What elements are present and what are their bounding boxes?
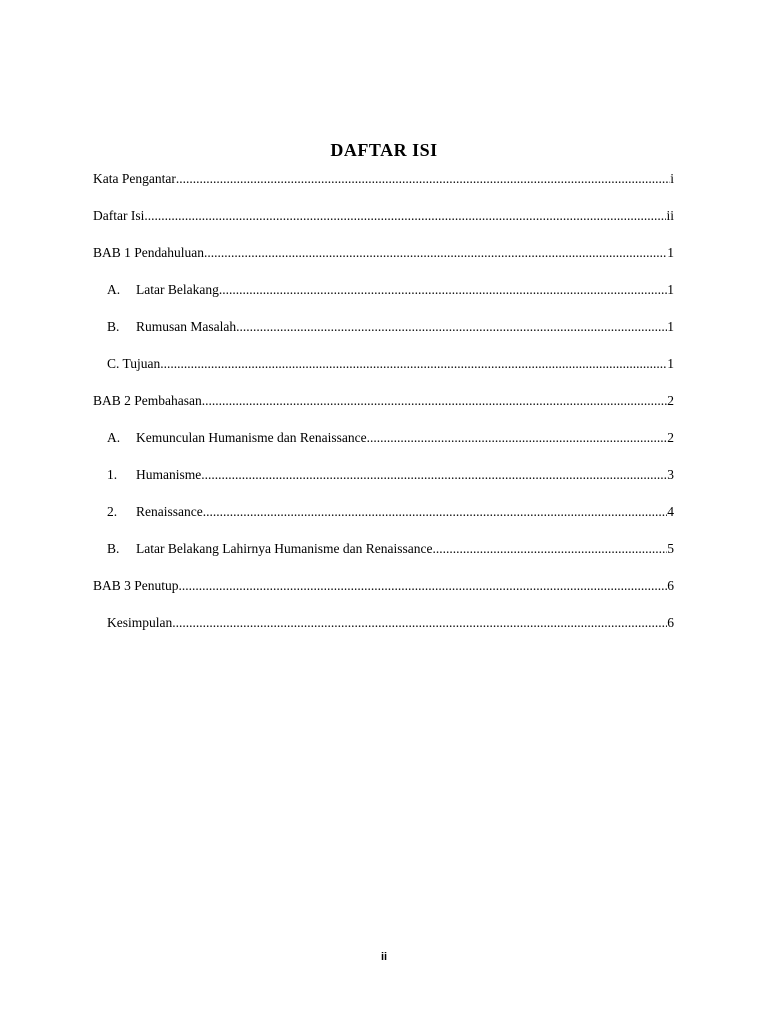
toc-entry-tujuan[interactable] (93, 356, 674, 393)
toc-entry-humanisme[interactable] (93, 467, 674, 504)
toc-entry-page: 1 (667, 282, 674, 297)
toc-entry-renaissance[interactable] (93, 504, 674, 541)
toc-entry-page: 1 (667, 319, 674, 334)
toc-entry-page: 6 (667, 615, 674, 630)
dot-leader (219, 282, 667, 298)
toc-entry-marker: 2. (107, 504, 118, 519)
toc-entry-bab-1[interactable] (93, 245, 674, 282)
dot-leader (160, 356, 667, 372)
toc-entry-marker: A. (107, 430, 121, 445)
toc-entry-kemunculan[interactable] (93, 430, 674, 467)
toc-entry-page: 2 (667, 430, 674, 445)
dot-leader (144, 208, 666, 224)
toc-entry-daftar-isi[interactable] (93, 208, 674, 245)
toc-entry-page: 3 (667, 467, 674, 482)
toc-entry-kata-pengantar[interactable] (93, 171, 674, 208)
toc-entry-label: BAB 3 Penutup (93, 578, 179, 593)
toc-entry-label: Latar Belakang Lahirnya Humanisme dan Renaissance (136, 541, 433, 556)
toc-entry-label: Kemunculan Humanisme dan Renaissance (136, 430, 367, 445)
toc-entry-bab-2[interactable] (93, 393, 674, 430)
dot-leader (172, 615, 667, 631)
dot-leader (202, 393, 668, 409)
toc-entry-page: 5 (667, 541, 674, 556)
toc-entry-label: BAB 1 Pendahuluan (93, 245, 204, 260)
toc-entry-rumusan-masalah[interactable] (93, 319, 674, 356)
toc-entry-label: Daftar Isi (93, 208, 145, 223)
toc-entry-label: Rumusan Masalah (136, 319, 237, 334)
toc-entry-page: 1 (667, 245, 674, 260)
dot-leader (176, 171, 670, 187)
toc-entry-label: Humanisme (136, 467, 202, 482)
toc-entry-label: Kesimpulan (107, 615, 173, 630)
toc-entry-bab-3[interactable] (93, 578, 674, 615)
dot-leader (179, 578, 668, 594)
dot-leader (236, 319, 667, 335)
table-of-contents (93, 171, 674, 652)
toc-entry-page: 1 (667, 356, 674, 371)
dot-leader (433, 541, 668, 557)
toc-entry-page: 2 (667, 393, 674, 408)
toc-entry-marker: B. (107, 319, 120, 334)
dot-leader (203, 504, 668, 520)
toc-entry-label: Kata Pengantar (93, 171, 176, 186)
toc-entry-kesimpulan[interactable] (93, 615, 674, 652)
toc-entry-latar-belakang-lahirnya[interactable] (93, 541, 674, 578)
toc-entry-page: i (670, 171, 674, 186)
toc-entry-label: Latar Belakang (136, 282, 219, 297)
dot-leader (204, 245, 667, 261)
toc-entry-page: ii (666, 208, 674, 223)
toc-entry-label: Renaissance (136, 504, 203, 519)
dot-leader (367, 430, 668, 446)
dot-leader (201, 467, 667, 483)
toc-entry-label: BAB 2 Pembahasan (93, 393, 202, 408)
page-title: DAFTAR ISI (330, 140, 438, 160)
toc-entry-latar-belakang[interactable] (93, 282, 674, 319)
toc-entry-marker: A. (107, 282, 121, 297)
footer-page-number: ii (380, 951, 388, 963)
toc-entry-page: 4 (667, 504, 674, 519)
toc-entry-marker: 1. (107, 467, 118, 482)
toc-entry-label: C. Tujuan (107, 356, 161, 371)
toc-entry-page: 6 (667, 578, 674, 593)
toc-entry-marker: B. (107, 541, 120, 556)
